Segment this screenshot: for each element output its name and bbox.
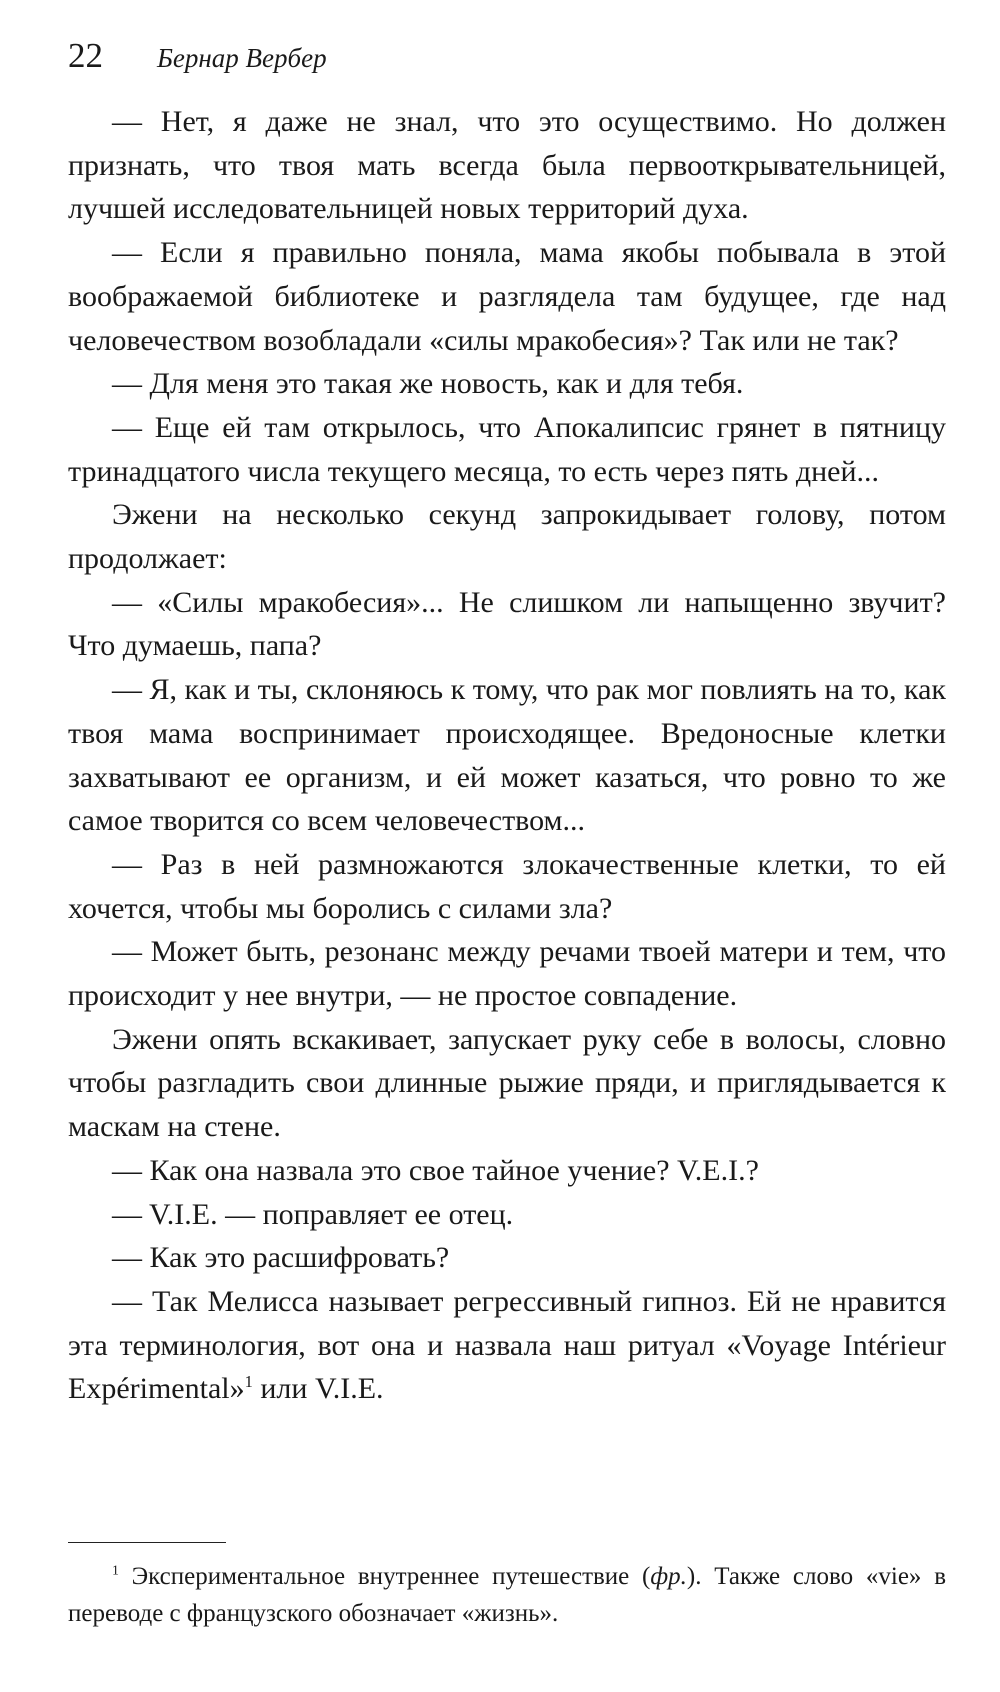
paragraph: Эжени опять вскакивает, запускает руку себе в волосы, словно чтобы разгладить свои длинные рыжие пряди, и приглядывается к маскам на стене. [68,1022,946,1144]
paragraph: — Я, как и ты, склоняюсь к тому, что рак мог повлиять на то, как твоя мама воспринимает происходящее. Вредоносные клетки захватывают ее организм, и ей может казаться, что ровно то же самое творится со всем человечеством... [68,673,946,838]
footnote-reference: 1 [244,1372,253,1392]
paragraph-text-end: или V.I.E. [252,1372,384,1406]
paragraph: — Раз в ней размножаются злокачественные клетки, то ей хочется, чтобы мы боролись с силами зла? [68,847,946,925]
main-text [68,100,946,1411]
paragraph: — V.I.E. — поправляет ее отец. [112,1197,514,1231]
paragraph: — «Силы мракобесия»... Не слишком ли напыщенно звучит? Что думаешь, папа? [68,585,946,663]
paragraph-with-footnote-ref [68,1280,946,1411]
running-header [68,36,327,76]
footnote-separator [68,1542,226,1543]
paragraph: — Нет, я даже не знал, что это осуществимо. Но должен признать, что твоя мать всегда была первооткрывательницей, лучшей исследовательницей новых территорий духа. [68,105,946,226]
paragraph: — Если я правильно поняла, мама якобы побывала в этой воображаемой библиотеке и разглядела там будущее, где над человечеством возобладали «силы мракобесия»? Так или не так? [68,236,946,357]
paragraph-text: — Так Мелисса называет регрессивный гипноз. Ей не нравится эта терминология, вот она и назвала наш ритуал «Voyage Intérieur Expérimental» [68,1284,946,1406]
paragraph: — Как она назвала это свое тайное учение? V.E.I.? [112,1153,759,1187]
footnote-text [68,1558,946,1632]
footnote-text-start: Экспериментальное внутреннее путешествие ( [118,1563,651,1590]
paragraph: Эжени на несколько секунд запрокидывает голову, потом продолжает: [68,498,946,576]
footnote [68,1558,946,1632]
page-number: 22 [68,36,103,75]
paragraph: — Может быть, резонанс между речами твоей матери и тем, что происходит у нее внутри, — не простое совпадение. [68,935,946,1013]
paragraph: — Еще ей там открылось, что Апокалипсис грянет в пятницу тринадцатого числа текущего месяца, то есть через пять дней... [68,410,946,488]
running-head-author: Бернар Вербер [157,43,327,73]
paragraph: — Как это расшифровать? [112,1241,450,1275]
footnote-marker: 1 [112,1562,119,1578]
paragraph: — Для меня это такая же новость, как и для тебя. [112,367,744,401]
footnote-language-abbr: фр. [650,1563,687,1590]
footnote-text-end: ). Также слово «vie» в переводе с французского обозначает «жизнь». [68,1563,946,1627]
